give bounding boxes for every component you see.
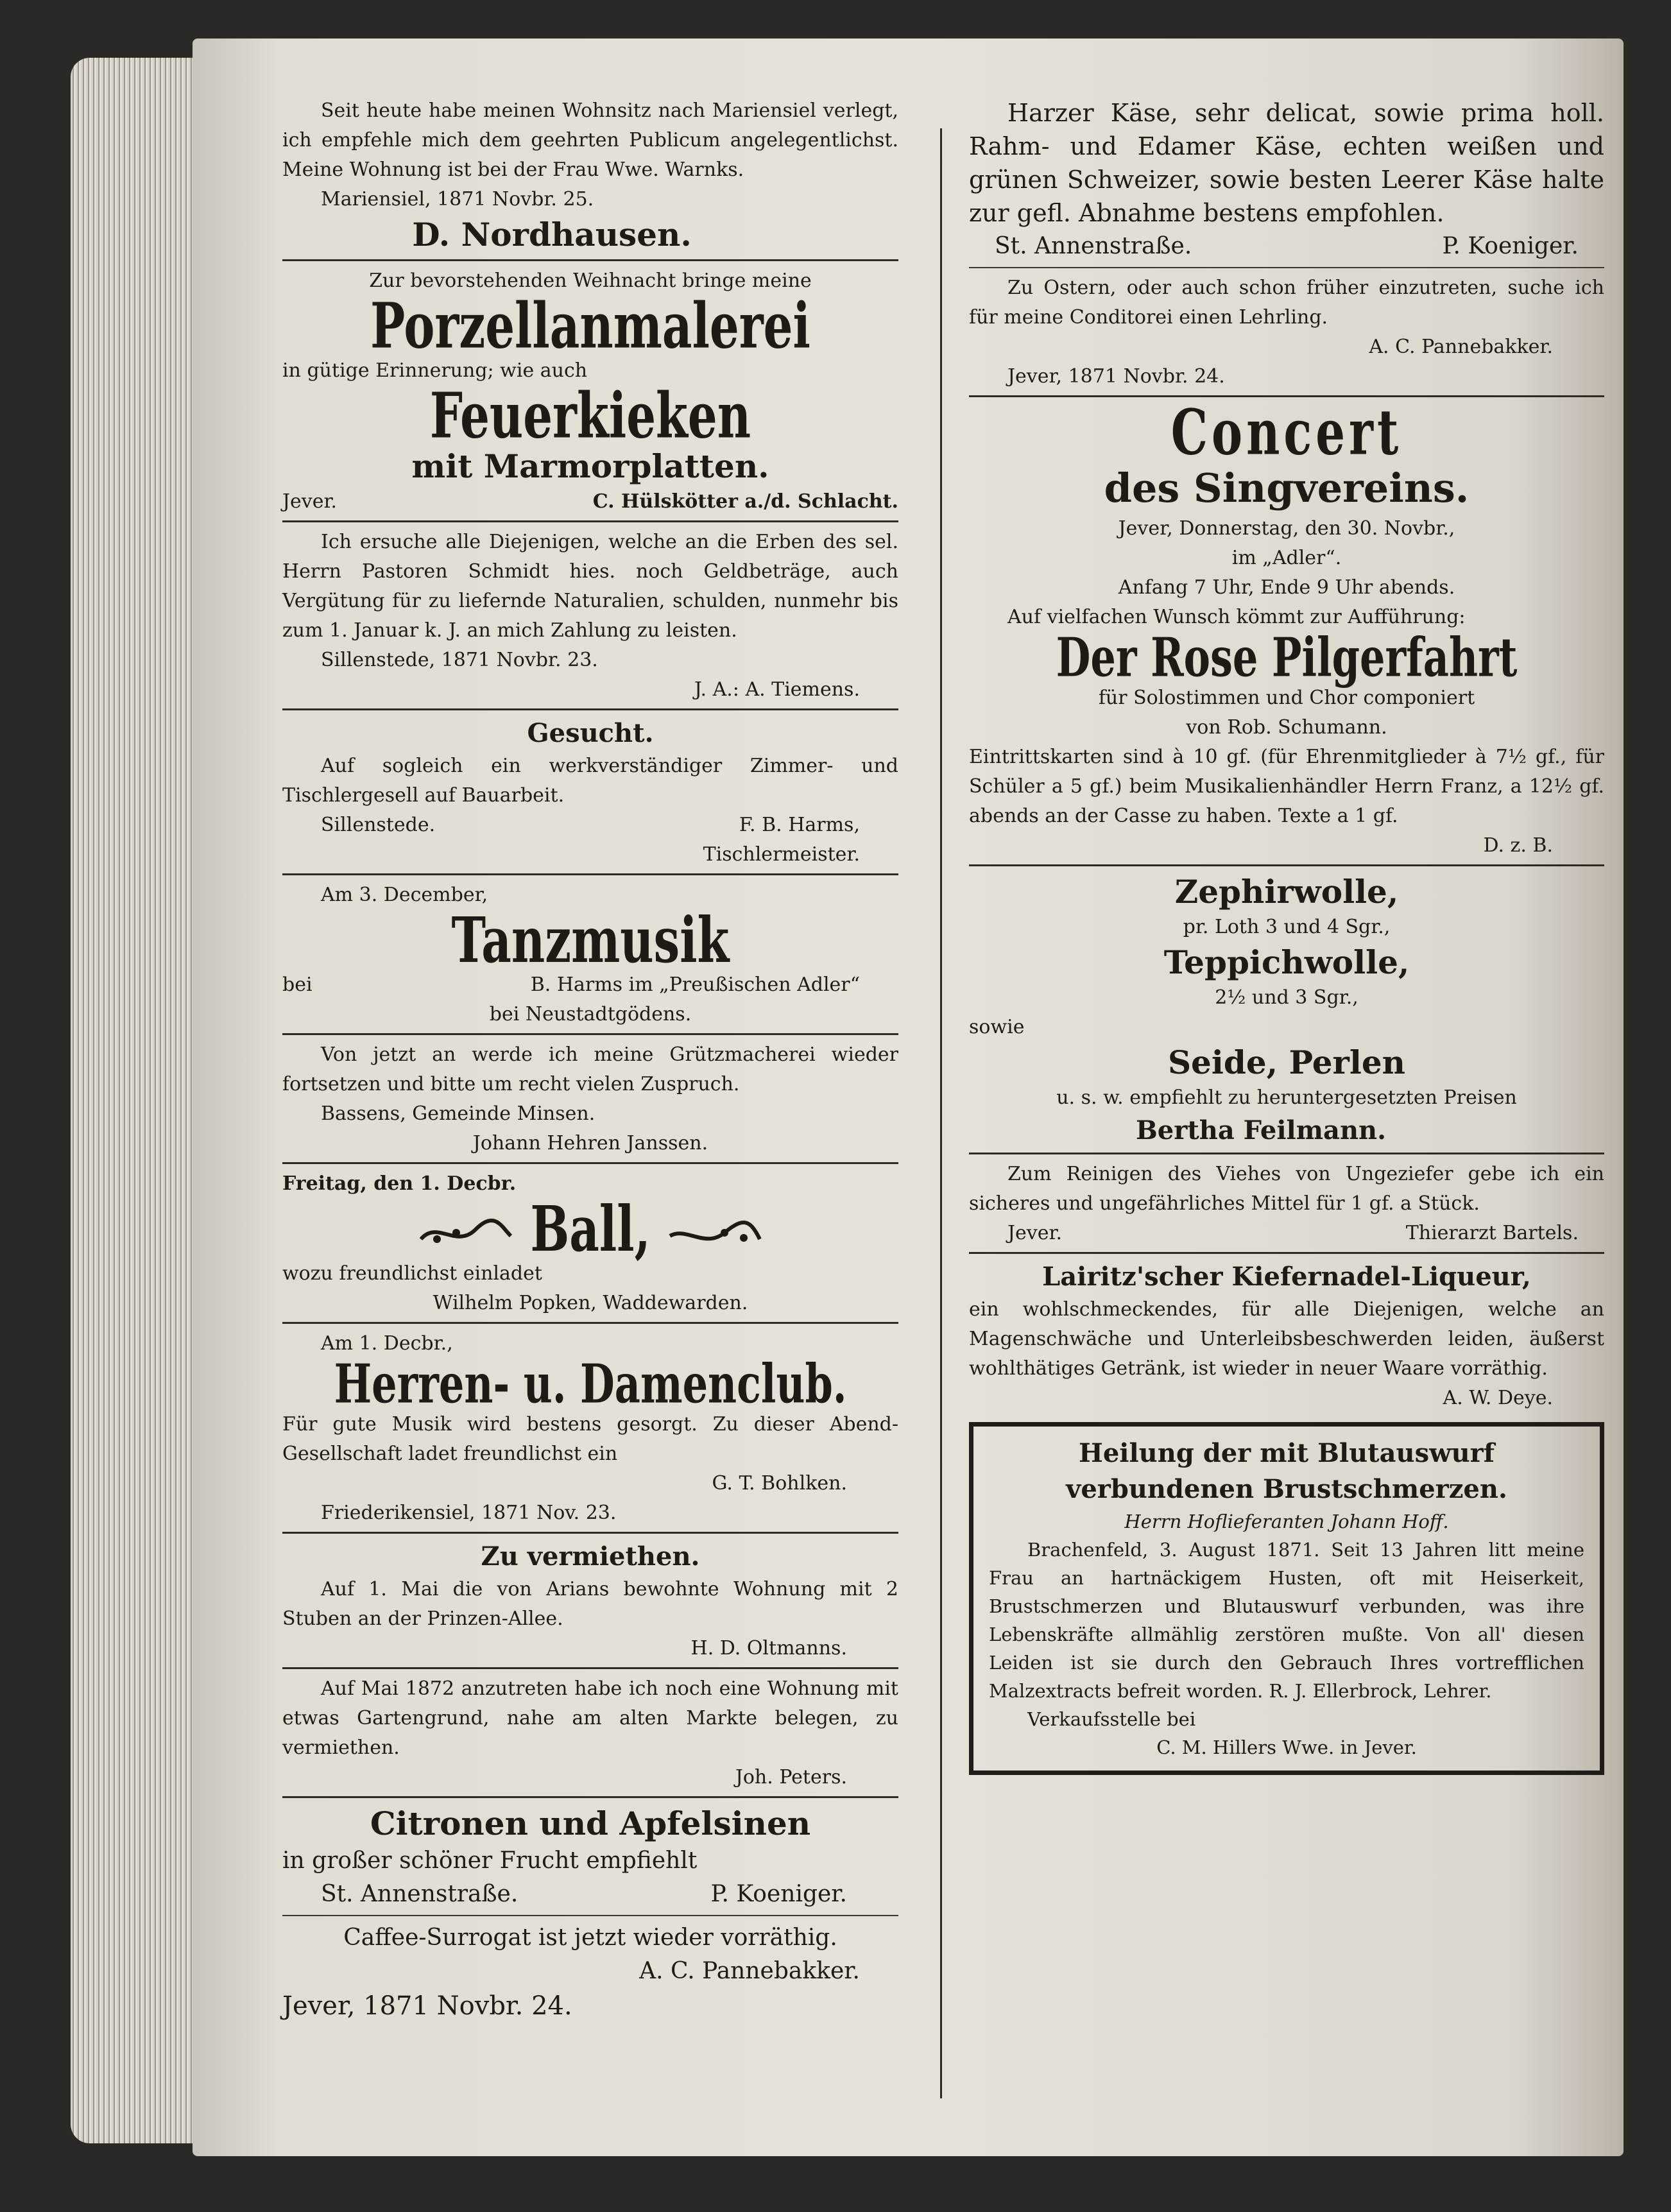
ad-gruetzmacherei xyxy=(282,1040,898,1158)
ad-damenclub xyxy=(282,1329,898,1528)
ad-text: Caffee-Surrogat ist jetzt wieder vorräthig. xyxy=(343,1925,837,1951)
price: 2½ und 3 Sgr., xyxy=(1215,986,1358,1009)
heading: Teppichwolle, xyxy=(1163,943,1410,981)
column-divider xyxy=(940,128,942,2098)
signature: A. W. Deye. xyxy=(1443,1387,1553,1409)
heading: des Singvereins. xyxy=(1104,465,1470,511)
divider xyxy=(282,259,898,261)
ad-text: Für gute Musik wird bestens gesorgt. Zu dieser Abend-Gesellschaft ladet freundlichst ein xyxy=(282,1413,898,1465)
signature: P. Koeniger. xyxy=(710,1881,847,1907)
host: B. Harms im „Preußischen Adler“ xyxy=(530,973,860,996)
signature: P. Koeniger. xyxy=(1442,233,1579,259)
ad-text: Auf Mai 1872 anzutreten habe ich noch eine Wohnung mit etwas Gartengrund, nahe am alten Markte belegen, zu vermiethen. xyxy=(282,1677,898,1759)
place-date: Mariensiel, 1871 Novbr. 25. xyxy=(321,188,594,210)
divider xyxy=(969,1153,1604,1154)
ad-caffee xyxy=(282,1921,898,2024)
ad-text: ein wohlschmeckendes, für alle Diejenigen, welche an Magenschwäche und Unterleibsbeschwerden leiden, äußerst wohlthätiges Getränk, ist wieder in neuer Waare vorräthig. xyxy=(969,1298,1604,1380)
heading: Zephirwolle, xyxy=(1174,873,1399,911)
signature: Joh. Peters. xyxy=(735,1766,847,1788)
left-column xyxy=(282,96,898,2024)
ad-text: Zu Ostern, oder auch schon früher einzutreten, suche ich für meine Conditorei einen Lehrling. xyxy=(969,277,1604,329)
heading xyxy=(282,1191,898,1265)
ad-erben xyxy=(282,527,898,705)
heading-text: Porzellanmalerei xyxy=(370,288,810,363)
sowie: sowie xyxy=(969,1016,1025,1038)
ad-vermiethen xyxy=(282,1539,898,1663)
heading xyxy=(282,378,898,452)
work-title xyxy=(969,626,1604,689)
sign-row xyxy=(282,487,898,517)
heading: mit Marmorplatten. xyxy=(411,447,769,485)
divider xyxy=(969,267,1604,268)
ad-ball xyxy=(282,1169,898,1318)
ad-kaese xyxy=(969,96,1604,263)
place-date: Jever, 1871 Novbr. 24. xyxy=(282,1991,572,2021)
signature: Johann Hehren Janssen. xyxy=(472,1132,708,1154)
ad-concert xyxy=(969,395,1604,861)
heading-text: Feuerkieken xyxy=(429,378,751,452)
place: St. Annenstraße. xyxy=(321,1881,518,1907)
work-sub: für Solostimmen und Chor componiert xyxy=(1098,687,1475,709)
heading: Heilung der mit Blutauswurf xyxy=(1079,1438,1495,1468)
divider xyxy=(282,1796,898,1798)
heading-text: Ball, xyxy=(530,1191,651,1265)
divider xyxy=(282,1667,898,1669)
ad-text: Zum Reinigen des Viehes von Ungeziefer gebe ich ein sicheres und ungefährliches Mittel für 1 gf. a Stück. xyxy=(969,1163,1604,1215)
heading xyxy=(282,1352,898,1416)
signature: H. D. Oltmanns. xyxy=(690,1637,847,1659)
times: Anfang 7 Uhr, Ende 9 Uhr abends. xyxy=(1118,576,1455,599)
invite-text: wozu freundlichst einladet xyxy=(282,1262,542,1285)
ad-middle: in gütige Erinnerung; wie auch xyxy=(282,359,588,382)
ad-liqueur xyxy=(969,1259,1604,1413)
signature: J. A.: A. Tiemens. xyxy=(694,678,860,701)
event-date: Am 3. December, xyxy=(321,884,488,906)
request: Auf vielfachen Wunsch kömmt zur Aufführung: xyxy=(1007,606,1466,628)
divider xyxy=(282,873,898,875)
divider xyxy=(282,1162,898,1164)
heading-text: Concert xyxy=(1170,395,1403,469)
divider xyxy=(969,1252,1604,1254)
divider xyxy=(282,708,898,710)
signature: Thierarzt Bartels. xyxy=(1405,1222,1579,1244)
ad-heilung-box xyxy=(969,1422,1604,1775)
seller: C. M. Hillers Wwe. in Jever. xyxy=(1156,1736,1417,1758)
ad-wolle xyxy=(969,871,1604,1149)
ornament-right-icon xyxy=(667,1213,763,1252)
heading: Seide, Perlen xyxy=(1167,1043,1406,1081)
signature: Bertha Feilmann. xyxy=(1135,1115,1387,1145)
signature: G. T. Bohlken. xyxy=(712,1472,847,1495)
ad-mai-1872 xyxy=(282,1674,898,1792)
date-line: Jever, Donnerstag, den 30. Novbr., xyxy=(1118,517,1455,540)
place-date: Sillenstede, 1871 Novbr. 23. xyxy=(321,649,598,671)
ad-text: Von jetzt an werde ich meine Grützmacherei wieder fortsetzen und bitte um recht vielen Zuspruch. xyxy=(282,1043,898,1095)
divider xyxy=(969,864,1604,866)
event-date: Am 1. Decbr., xyxy=(321,1332,453,1355)
divider xyxy=(282,520,898,522)
place-date: Jever, 1871 Novbr. 24. xyxy=(1007,365,1225,388)
composer: von Rob. Schumann. xyxy=(1186,716,1387,739)
heading: Citronen und Apfelsinen xyxy=(370,1805,811,1842)
addressee: Herrn Hoflieferanten Johann Hoff. xyxy=(1124,1511,1449,1532)
heading xyxy=(282,288,898,363)
sign-row xyxy=(282,1878,898,1911)
signature: A. C. Pannebakker. xyxy=(1369,336,1553,358)
ad-gesucht xyxy=(282,716,898,870)
place: Jever. xyxy=(1007,1222,1063,1244)
ad-wohnsitz xyxy=(282,96,898,255)
signature: C. Hülskötter a./d. Schlacht. xyxy=(592,490,898,513)
ad-sub: in großer schöner Frucht empfiehlt xyxy=(282,1848,698,1874)
heading: verbundenen Brustschmerzen. xyxy=(1066,1474,1507,1504)
ad-vieh xyxy=(969,1160,1604,1248)
signature: D. z. B. xyxy=(1483,834,1553,857)
ad-citronen xyxy=(282,1803,898,1911)
ad-text: Ich ersuche alle Diejenigen, welche an die Erben des sel. Herrn Pastoren Schmidt hies. noch Geldbeträge, auch Vergütung für zu liefernde Naturalien, schulden, nunmehr bis zum 1. Januar k. J. an mich Zahlung zu leisten. xyxy=(282,531,898,642)
heading: Lairitz'scher Kiefernadel-Liqueur, xyxy=(1042,1262,1531,1292)
signature: A. C. Pannebakker. xyxy=(639,1958,860,1984)
right-column xyxy=(969,96,1604,1775)
work-title-text: Der Rose Pilgerfahrt xyxy=(1056,626,1518,689)
ornament-left-icon xyxy=(418,1213,514,1252)
heading xyxy=(282,902,898,977)
signature: D. Nordhausen. xyxy=(412,216,692,253)
ad-porzellan xyxy=(282,266,898,517)
heading xyxy=(969,395,1604,469)
place: Jever. xyxy=(282,490,338,513)
sign-row xyxy=(282,810,898,840)
ad-text: Auf 1. Mai die von Arians bewohnte Wohnung mit 2 Stuben an der Prinzen-Allee. xyxy=(282,1578,898,1630)
signature: F. B. Harms, xyxy=(739,814,860,836)
ad-intro: Zur bevorstehenden Weihnacht bringe meine xyxy=(369,270,812,292)
heading-text: Tanzmusik xyxy=(451,902,730,977)
divider xyxy=(282,1322,898,1324)
signature: Wilhelm Popken, Waddewarden. xyxy=(433,1292,748,1314)
heading: Zu vermiethen. xyxy=(481,1541,700,1572)
ad-text: Seit heute habe meinen Wohnsitz nach Mariensiel verlegt, ich empfehle mich dem geehrten Publicum angelegentlichst. Meine Wohnung ist bei der Frau Wwe. Warnks. xyxy=(282,99,898,181)
sign-row xyxy=(969,1219,1604,1248)
bei-label: bei xyxy=(282,973,313,996)
sales-label: Verkaufsstelle bei xyxy=(1027,1708,1196,1730)
venue: im „Adler“. xyxy=(1231,547,1342,569)
event-date: Freitag, den 1. Decbr. xyxy=(282,1172,517,1195)
ad-lehrling xyxy=(969,273,1604,391)
location: bei Neustadtgödens. xyxy=(489,1003,692,1025)
ad-text: Brachenfeld, 3. August 1871. Seit 13 Jahren litt meine Frau an hartnäckigem Husten, oft mit Heiserkeit, Brustschmerzen und Blutauswurf verbunden, was ihre Lebenskräfte allmählig zerstören mußte. Von all' diesen Leiden ist sie durch den Gebrauch Ihres vortrefflichen Malzextracts befreit worden. R. J. Ellerbrock, Lehrer. xyxy=(989,1539,1584,1702)
price: pr. Loth 3 und 4 Sgr., xyxy=(1183,916,1391,938)
place-date: Friederikensiel, 1871 Nov. 23. xyxy=(321,1502,617,1524)
divider xyxy=(282,1532,898,1534)
divider xyxy=(282,1033,898,1035)
divider xyxy=(282,1915,898,1916)
ad-text: Harzer Käse, sehr delicat, sowie prima holl. Rahm- und Edamer Käse, echten weißen und grünen Schweizer, sowie besten Leerer Käse halte zur gefl. Abnahme bestens empfohlen. xyxy=(969,99,1604,227)
ad-text: u. s. w. empfiehlt zu heruntergesetzten Preisen xyxy=(1056,1086,1517,1109)
tickets: Eintrittskarten sind à 10 gf. (für Ehrenmitglieder à 7½ gf., für Schüler a 5 gf.) beim Musikalienhändler Herrn Franz, a 12½ gf. abends an der Casse zu haben. Texte a 1 gf. xyxy=(969,746,1604,827)
heading-text: Herren- u. Damenclub. xyxy=(334,1352,847,1416)
place: St. Annenstraße. xyxy=(995,233,1192,259)
ad-text: Auf sogleich ein werkverständiger Zimmer- und Tischlergesell auf Bauarbeit. xyxy=(282,755,898,807)
place: Bassens, Gemeinde Minsen. xyxy=(321,1102,596,1125)
signature-title: Tischlermeister. xyxy=(703,843,860,866)
heading: Gesucht. xyxy=(527,718,654,748)
ad-tanzmusik xyxy=(282,880,898,1029)
sign-row xyxy=(969,230,1604,263)
place: Sillenstede. xyxy=(321,814,436,836)
